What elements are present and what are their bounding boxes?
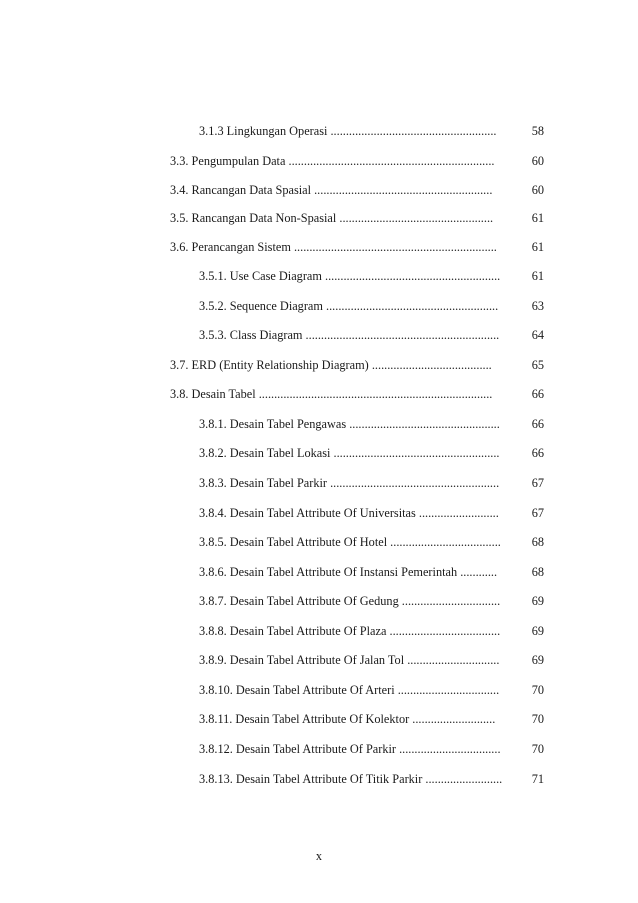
toc-entry-text: 3.8.1. Desain Tabel Pengawas ................................................. <box>199 417 500 431</box>
toc-entry-page: 66 <box>531 446 544 460</box>
toc-entry-text: 3.8.3. Desain Tabel Parkir ....................................................... <box>199 476 500 490</box>
toc-entry-page: 70 <box>531 683 544 697</box>
toc-entry-page: 66 <box>531 387 544 401</box>
toc-entry <box>199 682 544 698</box>
toc-entry <box>170 357 544 373</box>
toc-entry-page: 70 <box>531 712 544 726</box>
toc-entry <box>199 268 544 284</box>
toc-entry-page: 67 <box>531 476 544 490</box>
toc-entry-text: 3.8.9. Desain Tabel Attribute Of Jalan Tol .............................. <box>199 653 500 667</box>
toc-entry <box>199 623 544 639</box>
toc-entry-text: 3.8.8. Desain Tabel Attribute Of Plaza .................................... <box>199 624 501 638</box>
toc-entry-page: 68 <box>531 535 544 549</box>
toc-entry-text: 3.8.6. Desain Tabel Attribute Of Instansi Pemerintah ............ <box>199 565 498 579</box>
toc-entry-text: 3.7. ERD (Entity Relationship Diagram) ....................................... <box>170 358 492 372</box>
toc-entry-page: 68 <box>531 565 544 579</box>
toc-entry <box>170 386 544 402</box>
toc-entry-text: 3.8.2. Desain Tabel Lokasi ...................................................... <box>199 446 500 460</box>
toc-entry-page: 69 <box>531 624 544 638</box>
toc-entry <box>170 239 544 255</box>
toc-entry <box>199 327 544 343</box>
toc-entry-text: 3.8.10. Desain Tabel Attribute Of Arteri ................................. <box>199 683 500 697</box>
toc-entry <box>199 741 544 757</box>
toc-entry-page: 65 <box>531 358 544 372</box>
toc-entry-text: 3.8.12. Desain Tabel Attribute Of Parkir ................................. <box>199 742 501 756</box>
toc-entry-text: 3.8. Desain Tabel ............................................................................ <box>170 387 493 401</box>
toc-entry-page: 61 <box>531 240 544 254</box>
toc-entry <box>199 123 544 139</box>
toc-entry <box>199 416 544 432</box>
toc-entry-page: 58 <box>531 124 544 138</box>
toc-entry-page: 66 <box>531 417 544 431</box>
toc-entry <box>199 711 544 727</box>
toc-entry <box>170 210 544 226</box>
toc-entry-page: 71 <box>531 772 544 786</box>
toc-entry-text: 3.5.2. Sequence Diagram ........................................................ <box>199 299 499 313</box>
toc-entry-page: 61 <box>531 211 544 225</box>
toc-entry-text: 3.1.3 Lingkungan Operasi ...................................................... <box>199 124 497 138</box>
toc-entry-page: 69 <box>531 653 544 667</box>
toc-entry-page: 60 <box>531 183 544 197</box>
toc-entry-page: 70 <box>531 742 544 756</box>
toc-entry <box>199 445 544 461</box>
toc-entry-page: 63 <box>531 299 544 313</box>
toc-entry-text: 3.3. Pengumpulan Data ................................................................... <box>170 154 495 168</box>
toc-entry <box>199 475 544 491</box>
toc-entry <box>199 771 544 787</box>
toc-entry-text: 3.6. Perancangan Sistem .................................................................. <box>170 240 497 254</box>
toc-entry <box>199 534 544 550</box>
toc-entry-text: 3.8.7. Desain Tabel Attribute Of Gedung ................................ <box>199 594 501 608</box>
toc-entry-text: 3.8.11. Desain Tabel Attribute Of Kolektor ........................... <box>199 712 496 726</box>
toc-entry-page: 61 <box>531 269 544 283</box>
toc-entry <box>199 298 544 314</box>
toc-entry-page: 67 <box>531 506 544 520</box>
toc-entry-text: 3.8.13. Desain Tabel Attribute Of Titik Parkir ......................... <box>199 772 503 786</box>
toc-entry <box>199 564 544 580</box>
toc-entry-page: 60 <box>531 154 544 168</box>
toc-entry-text: 3.5.3. Class Diagram ............................................................... <box>199 328 500 342</box>
toc-entry-text: 3.5.1. Use Case Diagram ......................................................... <box>199 269 501 283</box>
toc-entry-text: 3.4. Rancangan Data Spasial .......................................................... <box>170 183 493 197</box>
toc-entry-page: 64 <box>531 328 544 342</box>
toc-entry-text: 3.8.5. Desain Tabel Attribute Of Hotel .................................... <box>199 535 501 549</box>
toc-entry <box>199 505 544 521</box>
toc-entry <box>199 652 544 668</box>
toc-entry-page: 69 <box>531 594 544 608</box>
toc-entry-text: 3.5. Rancangan Data Non-Spasial .................................................. <box>170 211 494 225</box>
toc-entry <box>170 153 544 169</box>
toc-entry-text: 3.8.4. Desain Tabel Attribute Of Universitas .......................... <box>199 506 499 520</box>
page-number: x <box>315 849 323 863</box>
toc-entry <box>170 182 544 198</box>
toc-entry <box>199 593 544 609</box>
